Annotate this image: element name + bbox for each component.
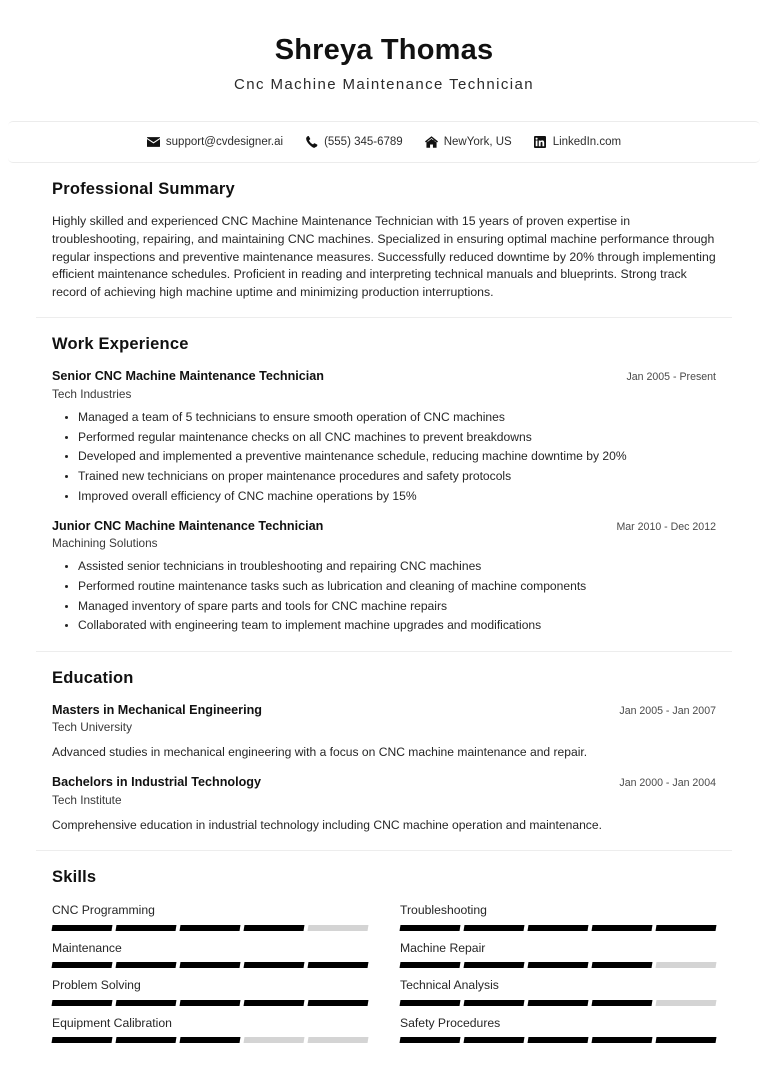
skill-rating-bar bbox=[400, 962, 716, 968]
envelope-icon bbox=[147, 136, 160, 149]
experience-bullet: • Managed a team of 5 technicians to ensure smooth operation of CNC machines bbox=[78, 409, 716, 426]
skill-rating-segment bbox=[464, 1000, 525, 1006]
skill-rating-bar bbox=[52, 1000, 368, 1006]
education-entry-head bbox=[52, 774, 716, 790]
skill-rating-segment bbox=[308, 1037, 369, 1043]
skill-rating-segment bbox=[52, 962, 113, 968]
contact-email[interactable] bbox=[147, 136, 283, 149]
skill-item bbox=[52, 941, 368, 979]
skill-item bbox=[400, 941, 716, 979]
skill-rating-segment bbox=[528, 925, 589, 931]
skill-rating-segment bbox=[528, 1000, 589, 1006]
education-school: Tech University bbox=[52, 720, 132, 735]
education-entry bbox=[52, 774, 716, 834]
education-school: Tech Institute bbox=[52, 792, 122, 807]
section-body-skills bbox=[36, 901, 732, 1054]
candidate-job-title: Cnc Machine Maintenance Technician bbox=[234, 76, 534, 94]
skill-rating-segment bbox=[52, 1000, 113, 1006]
skill-rating-bar bbox=[52, 962, 368, 968]
experience-entry bbox=[52, 518, 716, 635]
skill-rating-segment bbox=[464, 1037, 525, 1043]
education-entry-head bbox=[52, 702, 716, 718]
experience-date: Mar 2010 - Dec 2012 bbox=[616, 520, 716, 533]
skill-rating-segment bbox=[528, 962, 589, 968]
skill-rating-segment bbox=[116, 1000, 177, 1006]
skill-rating-segment bbox=[592, 1037, 653, 1043]
skill-rating-segment bbox=[244, 1037, 305, 1043]
skill-label: Problem Solving bbox=[52, 978, 141, 993]
education-date: Jan 2005 - Jan 2007 bbox=[619, 704, 716, 717]
skill-rating-segment bbox=[180, 1000, 241, 1006]
skill-rating-segment bbox=[180, 962, 241, 968]
experience-bullet: • Performed regular maintenance checks on all CNC machines to prevent breakdowns bbox=[78, 429, 716, 446]
skill-rating-segment bbox=[656, 962, 717, 968]
skill-rating-bar bbox=[52, 1037, 368, 1043]
experience-entry-head bbox=[52, 368, 716, 384]
section-work-experience bbox=[36, 317, 732, 634]
skill-rating-segment bbox=[400, 1037, 461, 1043]
contact-location[interactable] bbox=[425, 136, 512, 149]
contact-phone-text: (555) 345-6789 bbox=[324, 136, 403, 149]
experience-role: Junior CNC Machine Maintenance Technician bbox=[52, 518, 324, 533]
skill-rating-bar bbox=[52, 925, 368, 931]
skill-rating-segment bbox=[244, 925, 305, 931]
skill-rating-segment bbox=[244, 962, 305, 968]
skills-grid bbox=[52, 901, 716, 1054]
education-degree: Masters in Mechanical Engineering bbox=[52, 702, 262, 717]
section-title-skills: Skills bbox=[52, 867, 97, 886]
experience-bullet: • Trained new technicians on proper maintenance procedures and safety protocols bbox=[78, 468, 716, 485]
contact-phone[interactable] bbox=[305, 136, 403, 149]
skill-label: Equipment Calibration bbox=[52, 1015, 172, 1030]
skill-rating-segment bbox=[116, 925, 177, 931]
skill-rating-segment bbox=[116, 1037, 177, 1043]
skill-rating-segment bbox=[400, 1000, 461, 1006]
section-professional-summary bbox=[36, 163, 732, 301]
skill-rating-segment bbox=[656, 925, 717, 931]
section-education bbox=[36, 651, 732, 834]
education-description: Comprehensive education in industrial technology including CNC machine operation and maintenance. bbox=[52, 817, 602, 832]
skill-rating-segment bbox=[116, 962, 177, 968]
section-body-experience bbox=[36, 368, 732, 634]
skill-rating-segment bbox=[656, 1000, 717, 1006]
skill-rating-segment bbox=[308, 962, 369, 968]
candidate-name: Shreya Thomas bbox=[274, 34, 494, 66]
skill-item bbox=[400, 978, 716, 1016]
experience-bullet: • Collaborated with engineering team to implement machine upgrades and modifications bbox=[78, 617, 716, 634]
skill-rating-segment bbox=[180, 925, 241, 931]
resume-header bbox=[0, 0, 768, 109]
skill-rating-segment bbox=[52, 1037, 113, 1043]
experience-bullet: • Performed routine maintenance tasks such as lubrication and cleaning of machine components bbox=[78, 578, 716, 595]
education-description: Advanced studies in mechanical engineering with a focus on CNC machine maintenance and repair. bbox=[52, 745, 588, 760]
summary-text: Highly skilled and experienced CNC Machine Maintenance Technician with 15 years of proven expertise in troubleshooting, repairing, and maintaining CNC machines. Specialized in ensuring optimal machine performance through regular inspections and preventive maintenance measures. Successfully reduced downtime by 20% through implementing efficient maintenance schedules. Proficient in reading and interpreting technical manuals and blueprints. Strong track record of achieving high machine uptime and minimizing production interruptions. bbox=[52, 214, 716, 299]
skill-rating-segment bbox=[656, 1037, 717, 1043]
skill-rating-segment bbox=[52, 925, 113, 931]
skill-rating-segment bbox=[592, 925, 653, 931]
contact-linkedin-text: LinkedIn.com bbox=[552, 136, 622, 149]
skill-rating-segment bbox=[180, 1037, 241, 1043]
section-title-summary: Professional Summary bbox=[52, 180, 235, 199]
contact-email-text: support@cvdesigner.ai bbox=[165, 136, 284, 149]
skill-rating-segment bbox=[592, 1000, 653, 1006]
experience-bullet: • Developed and implemented a preventive maintenance schedule, reducing machine downtime by 20% bbox=[78, 448, 716, 465]
resume-content bbox=[0, 163, 768, 1053]
experience-bullet-list bbox=[52, 558, 716, 634]
section-title-experience: Work Experience bbox=[52, 335, 189, 354]
skill-rating-segment bbox=[244, 1000, 305, 1006]
section-body-summary bbox=[36, 213, 732, 301]
skill-rating-segment bbox=[308, 1000, 369, 1006]
contact-location-text: NewYork, US bbox=[443, 136, 512, 149]
skill-label: Maintenance bbox=[52, 940, 122, 955]
skill-rating-segment bbox=[592, 962, 653, 968]
skill-rating-bar bbox=[400, 1037, 716, 1043]
contact-bar bbox=[8, 121, 760, 163]
skill-label: CNC Programming bbox=[52, 902, 155, 917]
skill-label: Technical Analysis bbox=[400, 978, 499, 993]
skill-rating-segment bbox=[308, 925, 369, 931]
experience-date: Jan 2005 - Present bbox=[626, 371, 716, 384]
skill-rating-segment bbox=[464, 962, 525, 968]
section-body-education bbox=[36, 702, 732, 834]
skill-rating-segment bbox=[528, 1037, 589, 1043]
skill-item bbox=[400, 1016, 716, 1054]
skill-rating-bar bbox=[400, 1000, 716, 1006]
section-skills bbox=[36, 850, 732, 1054]
skill-rating-segment bbox=[464, 925, 525, 931]
section-title-education: Education bbox=[52, 668, 134, 687]
experience-entry-head bbox=[52, 518, 716, 534]
experience-entry bbox=[52, 368, 716, 505]
skill-item bbox=[400, 903, 716, 941]
education-degree: Bachelors in Industrial Technology bbox=[52, 775, 261, 790]
skill-rating-segment bbox=[400, 925, 461, 931]
education-entry bbox=[52, 702, 716, 762]
contact-linkedin[interactable] bbox=[534, 136, 621, 149]
skill-item bbox=[52, 903, 368, 941]
skill-rating-bar bbox=[400, 925, 716, 931]
experience-company: Tech Industries bbox=[52, 386, 132, 401]
skill-label: Machine Repair bbox=[400, 940, 486, 955]
experience-bullet: • Assisted senior technicians in troubleshooting and repairing CNC machines bbox=[78, 558, 716, 575]
experience-bullet: • Managed inventory of spare parts and tools for CNC machine repairs bbox=[78, 598, 716, 615]
phone-icon bbox=[305, 136, 318, 149]
experience-bullet: • Improved overall efficiency of CNC machine operations by 15% bbox=[78, 488, 716, 505]
skill-label: Safety Procedures bbox=[400, 1015, 501, 1030]
skill-label: Troubleshooting bbox=[400, 902, 487, 917]
skill-item bbox=[52, 978, 368, 1016]
experience-role: Senior CNC Machine Maintenance Technician bbox=[52, 369, 324, 384]
experience-bullet-list bbox=[52, 409, 716, 505]
experience-company: Machining Solutions bbox=[52, 536, 158, 551]
linkedin-icon bbox=[534, 136, 547, 149]
education-date: Jan 2000 - Jan 2004 bbox=[619, 777, 716, 790]
skill-item bbox=[52, 1016, 368, 1054]
home-icon bbox=[425, 136, 438, 149]
skill-rating-segment bbox=[400, 962, 461, 968]
